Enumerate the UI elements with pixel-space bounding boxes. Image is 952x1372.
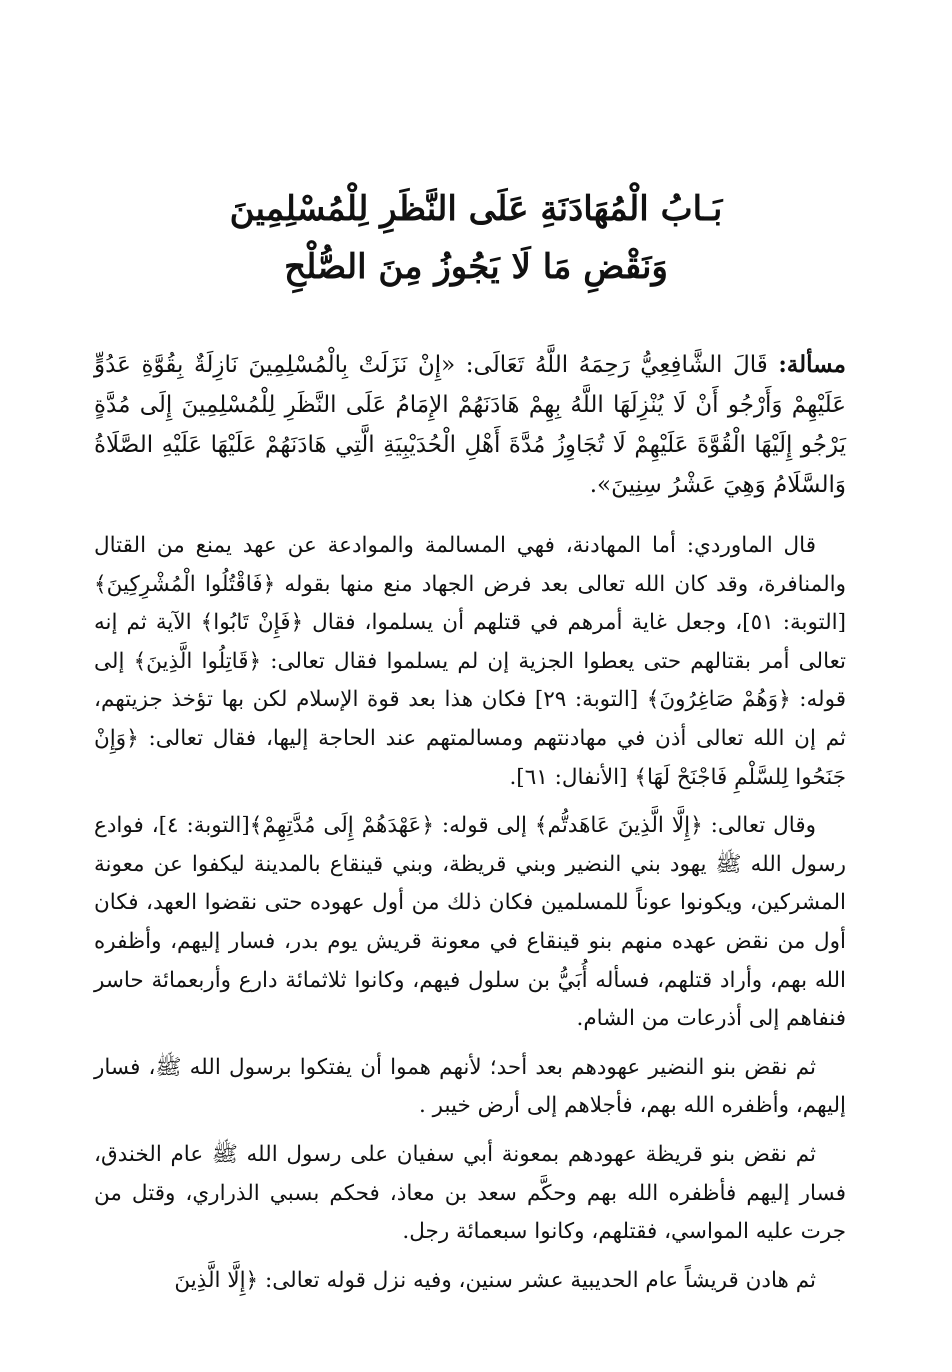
masala-label: مسألة: — [778, 351, 846, 378]
chapter-title-line-2: وَنَقْضِ مَا لَا يَجُوزُ مِنَ الصُّلْحِ — [284, 247, 668, 287]
paragraph: ثم نقض بنو قريظة عهودهم بمعونة أبي سفيان على رسول الله ﷺ عام الخندق، فسار إليهم فأظفره الله بهم وحكَّم سعد بن معاذ، فحكم بسبي الذراري، وقتل من جرت عليه المواسي، فقتلهم، وكانوا سبعمائة رجل. — [94, 1141, 846, 1245]
paragraph: ثم نقض بنو النضير عهودهم بعد أحد؛ لأنهم هموا أن يفتكوا برسول الله ﷺ، فسار إليهم، وأظفره الله بهم، فأجلاهم إلى أرض خيبر . — [94, 1054, 846, 1119]
paragraph: وقال تعالى: ﴿إِلَّا الَّذِينَ عَاهَدتُّم﴾ إلى قوله: ﴿عَهْدَهُمْ إِلَى مُدَّتِهِمْ﴾[التوبة: ٤]، فوادع رسول الله ﷺ يهود بني النضير وبني قريظة، وبني قينقاع بالمدينة ليكفوا عن معونة المشركين، ويكونوا عوناً للمسلمين فكان ذلك من أول عهوده حتى نقضوا العهد، فكان أول من نقض عهده منهم بنو قينقاع في معونة قريش يوم بدر، فسار إليهم، وأظفره الله بهم، وأراد قتلهم، فسأله أُبَيُّ بن سلول فيهم، وكانوا ثلاثمائة دارع وأربعمائة حاسر فنفاهم إلى أذرعات من الشام. — [94, 813, 846, 1032]
chapter-heading — [0, 180, 952, 296]
masala-text: قَالَ الشَّافِعِيُّ رَحِمَهُ اللَّهُ تَعَالَى: «إِنْ نَزَلَتْ بِالْمُسْلِمِينَ نَازِلَةٌ بِقُوَّةِ عَدُوٍّ عَلَيْهِمْ وَأَرْجُو أَنْ لَا يُنْزِلَهَا اللَّهُ بِهِمْ هَادَنَهُمْ الإِمَامُ عَلَى النَّظَرِ لِلْمُسْلِمِينَ إِلَى مُدَّةٍ يَرْجُو إِلَيْهَا الْقُوَّةَ عَلَيْهِمْ لَا تُجَاوِزُ مُدَّةَ أَهْلِ الْحُدَيْبِيَةِ الَّتِي هَادَنَهُمْ عَلَيْهَا عَلَيْهِ الصَّلَاةُ وَالسَّلَامُ وَهِيَ عَشْرُ سِنِينَ». — [94, 352, 846, 498]
paragraph: ثم هادن قريشاً عام الحديبية عشر سنين، وفيه نزل قوله تعالى: ﴿إِلَّا الَّذِينَ — [174, 1267, 816, 1293]
masala-paragraph — [94, 345, 846, 505]
page-body — [94, 345, 846, 1310]
chapter-title-line-1: بَـابُ الْمُهَادَنَةِ عَلَى النَّظَرِ لِلْمُسْلِمِينَ — [229, 189, 723, 229]
paragraph: قال الماوردي: أما المهادنة، فهي المسالمة والموادعة عن عهد يمنع من القتال والمنافرة، وقد كان الله تعالى بعد فرض الجهاد منع منها بقوله ﴿فَاقْتُلُوا الْمُشْرِكِينَ﴾ [التوبة: ٥١]، وجعل غاية أمرهم في قتلهم أن يسلموا، فقال ﴿فَإِنْ تَابُوا﴾ الآية ثم إنه تعالى أمر بقتالهم حتى يعطوا الجزية إن لم يسلموا فقال تعالى: ﴿قَاتِلُوا الَّذِينَ﴾ إلى قوله: ﴿وَهُمْ صَاغِرُونَ﴾ [التوبة: ٢٩] فكان هذا بعد قوة الإسلام لكن بها تؤخذ جزيتهم، ثم إن الله تعالى أذن في مهادنتهم ومسالمتهم عند الحاجة إليها، فقال تعالى: ﴿وَإِنْ جَنَحُوا لِلسَّلْمِ فَاجْنَحْ لَهَا﴾ [الأنفال: ٦١]. — [94, 533, 846, 790]
